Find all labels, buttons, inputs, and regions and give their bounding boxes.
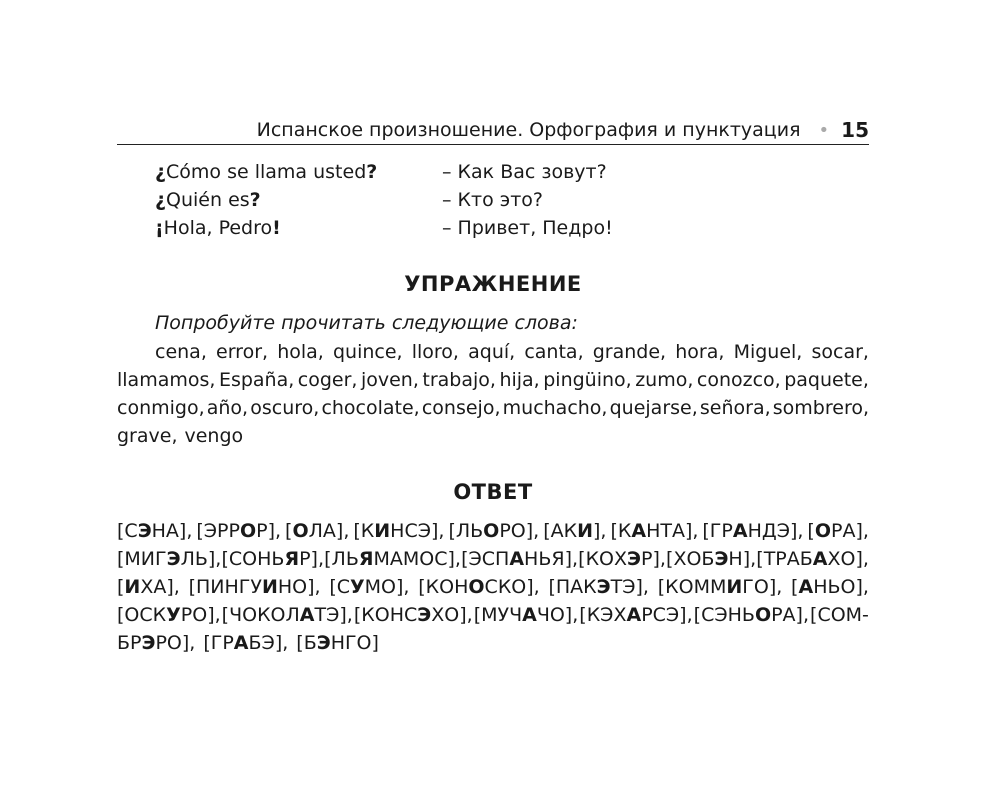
transcription-part: ЛЬ], [180,548,222,570]
transcription-part: [ТРАБ [756,548,813,570]
answer-line [117,573,869,601]
answer-line [117,517,869,545]
stressed-vowel: А [299,604,315,626]
transcription-part: [ЭСП [461,548,510,570]
transcription-part: ГО], [742,576,783,598]
stressed-vowel: А [798,576,814,598]
answer-line [117,601,869,629]
spanish-word: pingüino, [543,369,632,391]
transcription-part: [ГР [702,520,733,542]
transcription [296,629,379,657]
transcription [203,629,288,657]
stressed-vowel: Э [627,548,641,570]
transcription [474,601,579,629]
transcription-part: [СОНЬ [221,548,285,570]
transcription-part: НДЭ], [747,520,804,542]
transcription-part: [ [285,520,293,542]
spanish-word: grave, [117,425,178,447]
stressed-vowel: О [239,520,257,542]
transcription-part: РО], [499,520,540,542]
transcription-part: БР [117,632,142,654]
spanish-word: trabajo, [422,369,496,391]
stressed-vowel: И [374,520,391,542]
spanish-word: socar, [811,341,869,363]
transcription-part: РА], [831,520,869,542]
transcription-part: БЭ], [248,632,289,654]
transcription-part: ХО], [827,548,869,570]
spanish-word: oscuro, [250,397,320,419]
transcription-part: Р], [299,548,324,570]
word-line [117,338,869,366]
russian-translation: – Привет, Педро! [442,217,613,239]
transcription-part: [КОХ [578,548,628,570]
transcription [658,573,783,601]
stressed-vowel: Я [284,548,300,570]
word-line [117,422,869,450]
stressed-vowel: А [812,548,828,570]
transcription-part: МАМОС], [373,548,461,570]
transcription [117,629,195,657]
transcription-part: [ [117,576,125,598]
transcription-part: [ЭРР [196,520,240,542]
answer-transcriptions [117,517,869,657]
exercise-instruction: Попробуйте прочитать следующие слова: [155,312,578,334]
transcription [791,573,869,601]
spanish-word: quejarse, [609,397,698,419]
transcription [329,573,409,601]
spanish-word: sombrero, [772,397,869,419]
transcription [702,517,803,545]
transcription [353,517,444,545]
dialog-row [155,186,755,214]
stressed-vowel: И [726,576,743,598]
spanish-word: consejo, [421,397,501,419]
transcription-part: НЬО], [813,576,869,598]
transcription-part: НО], [277,576,321,598]
spanish-word: error, [216,341,269,363]
stressed-vowel: О [468,576,485,598]
spanish-phrase: ¿Quién es? [155,189,261,211]
spanish-word: llamamos, [117,369,216,391]
word-line [117,366,869,394]
transcription-part: [ЛЬ [324,548,359,570]
transcription-part: [КОНС [353,604,418,626]
header-bullet: • [818,119,830,141]
spanish-word: cena, [155,341,207,363]
transcription [807,517,869,545]
transcription-part: [ [807,520,815,542]
transcription-part: ХО], [431,604,473,626]
transcription-part: [С [117,520,138,542]
transcription-part: [МУЧ [473,604,523,626]
stressed-vowel: Э [714,548,729,570]
transcription-part: НА], [151,520,193,542]
transcription-part: НЬЯ], [524,548,579,570]
transcription-part: [Б [296,632,317,654]
transcription [285,517,349,545]
spanish-word: Miguel, [733,341,803,363]
spanish-word: joven, [360,369,419,391]
spanish-word: año, [206,397,249,419]
book-page [117,0,869,808]
transcription-part: [ОСК [117,604,167,626]
transcription-part: [СОМ- [810,604,869,626]
header-title: Испанское произношение. Орфография и пунктуация [256,119,801,141]
transcription-part: РО], [180,604,221,626]
spanish-word: vengo [184,425,244,447]
stressed-vowel: А [626,604,642,626]
stressed-vowel: О [292,520,309,542]
transcription-part: [КЭХ [579,604,627,626]
transcription [189,573,321,601]
transcription [324,545,461,573]
stressed-vowel: А [732,520,748,542]
transcription [221,545,324,573]
russian-translation: – Как Вас зовут? [442,161,607,183]
running-header [117,116,869,145]
transcription [117,517,192,545]
transcription [694,601,809,629]
transcription [117,545,221,573]
stressed-vowel: Э [417,604,432,626]
transcription-part: РО], [155,632,196,654]
stressed-vowel: Э [137,520,152,542]
transcription-part: ], [593,520,607,542]
transcription [418,573,539,601]
transcription [666,545,756,573]
transcription-part: ХА], [140,576,180,598]
spanish-word: hora, [675,341,725,363]
transcription [579,601,692,629]
spanish-word: lloro, [411,341,459,363]
transcription-part: ЧО], [536,604,579,626]
transcription [354,601,473,629]
transcription-part: [СЭНЬ [693,604,755,626]
spanish-word: zumo, [635,369,694,391]
russian-translation: – Кто это? [442,189,543,211]
transcription-part: [ПИНГУ [188,576,262,598]
answer-line [117,629,869,657]
stressed-vowel: У [350,576,365,598]
transcription [222,601,353,629]
stressed-vowel: Э [141,632,156,654]
transcription-part: РСЭ], [641,604,693,626]
transcription [196,517,281,545]
transcription-part: Н], [728,548,757,570]
transcription-part: [КОН [418,576,469,598]
transcription-part: НГО] [330,632,379,654]
stressed-vowel: Я [358,548,374,570]
stressed-vowel: О [483,520,500,542]
transcription-part: ТЭ], [610,576,649,598]
spanish-word: aquí, [468,341,516,363]
transcription-part: Р], [256,520,282,542]
transcription-part: СКО], [484,576,540,598]
spanish-word: conozco, [696,369,781,391]
stressed-vowel: А [233,632,249,654]
spanish-word: hija, [499,369,540,391]
spanish-word: señora, [699,397,771,419]
transcription-part: [ГР [203,632,234,654]
transcription-part: [ПАК [548,576,597,598]
spanish-word: paquete, [784,369,869,391]
transcription-part: [С [329,576,350,598]
dialog-row [155,214,755,242]
spanish-word: España, [218,369,295,391]
stressed-vowel: А [522,604,537,626]
transcription [117,573,180,601]
transcription-part: РА], [771,604,810,626]
dialog-examples [155,158,755,242]
exercise-heading: УПРАЖНЕНИЕ [404,272,582,296]
transcription [548,573,648,601]
stressed-vowel: О [754,604,772,626]
transcription [448,517,539,545]
transcription-part: НТА], [646,520,699,542]
spanish-word: muchacho, [502,397,608,419]
answer-line [117,545,869,573]
transcription-part: ЛА], [308,520,350,542]
transcription [756,545,869,573]
transcription-part: МО], [364,576,410,598]
spanish-word: coger, [297,369,358,391]
stressed-vowel: Э [316,632,331,654]
word-line [117,394,869,422]
stressed-vowel: У [166,604,181,626]
transcription-part: [МИГ [117,548,167,570]
transcription-part: Р], [640,548,666,570]
stressed-vowel: И [261,576,278,598]
transcription [610,517,698,545]
transcription [810,601,869,629]
transcription-part: [ХОБ [666,548,715,570]
spanish-word: quince, [332,341,403,363]
stressed-vowel: Э [596,576,611,598]
answer-heading: ОТВЕТ [453,480,533,504]
transcription-part: [К [353,520,375,542]
transcription-part: [К [610,520,632,542]
transcription-part: [ЛЬ [448,520,484,542]
transcription-part: ТЭ], [314,604,353,626]
spanish-phrase: ¡Hola, Pedro! [155,217,281,239]
stressed-vowel: И [577,520,593,542]
transcription-part: [ЧОКОЛ [221,604,300,626]
stressed-vowel: И [124,576,141,598]
page-number: 15 [841,118,869,142]
transcription [117,601,221,629]
transcription [461,545,578,573]
transcription [543,517,606,545]
stressed-vowel: Э [166,548,181,570]
spanish-word: canta, [524,341,584,363]
transcription [578,545,666,573]
exercise-word-list [117,338,869,450]
transcription-part: [КОММ [657,576,727,598]
stressed-vowel: А [509,548,525,570]
transcription-part: [АК [543,520,578,542]
spanish-word: grande, [592,341,667,363]
transcription-part: [ [791,576,799,598]
spanish-phrase: ¿Cómo se llama usted? [155,161,378,183]
spanish-word: conmigo, [117,397,205,419]
stressed-vowel: А [631,520,647,542]
dialog-row [155,158,755,186]
stressed-vowel: О [814,520,831,542]
spanish-word: chocolate, [321,397,420,419]
transcription-part: НСЭ], [390,520,445,542]
spanish-word: hola, [277,341,324,363]
